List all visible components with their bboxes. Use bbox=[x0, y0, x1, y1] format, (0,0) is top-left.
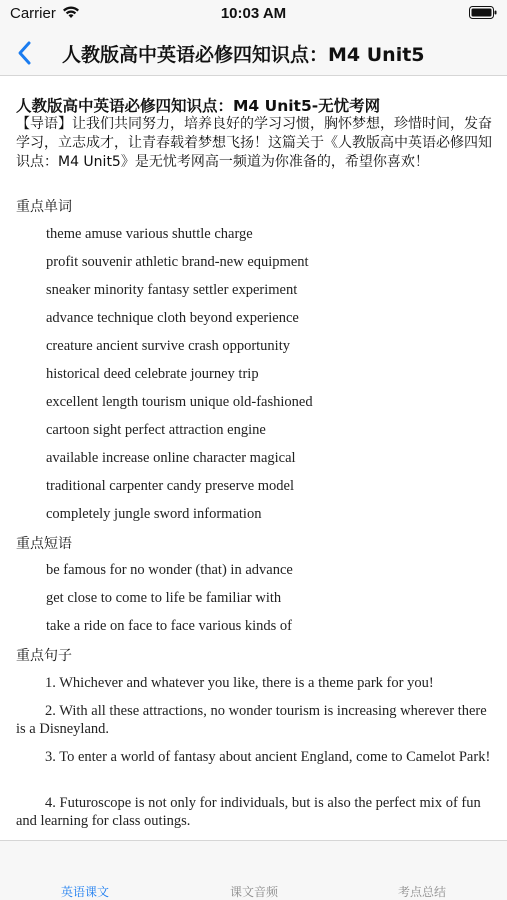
section-heading-phrases: 重点短语 bbox=[16, 536, 72, 552]
carrier-label: Carrier bbox=[10, 5, 56, 22]
word-line: available increase online character magical bbox=[46, 450, 296, 466]
status-time: 10:03 AM bbox=[220, 5, 287, 22]
word-line: creature ancient survive crash opportunity bbox=[46, 338, 290, 354]
word-line: completely jungle sword information bbox=[46, 506, 262, 522]
word-line: profit souvenir athletic brand-new equipment bbox=[46, 254, 309, 270]
back-button[interactable] bbox=[10, 38, 40, 68]
section-heading-sentences: 重点句子 bbox=[16, 648, 72, 664]
word-line: excellent length tourism unique old-fashioned bbox=[46, 394, 313, 410]
phrase-line: get close to come to life be familiar with bbox=[46, 590, 282, 606]
navigation-bar bbox=[0, 30, 507, 76]
article-intro: 【导语】让我们共同努力，培养良好的学习习惯，胸怀梦想，珍惜时间，发奋学习，立志成才，让青春载着梦想飞扬！这篇关于《人教版高中英语必修四知识点：M4 Unit5》是无忧考网高一频道为你准备的，希望你喜欢！ bbox=[16, 116, 492, 170]
article-title: 人教版高中英语必修四知识点：M4 Unit5-无忧考网 bbox=[16, 97, 381, 115]
sentence: 4. Futuroscope is not only for individuals, but is also the perfect mix of fun and learning for class outings. bbox=[16, 795, 481, 829]
article-content[interactable] bbox=[0, 76, 507, 840]
phrase-line: take a ride on face to face various kinds of bbox=[46, 618, 292, 634]
tab-english-text[interactable]: 英语课文 bbox=[60, 885, 109, 899]
section-heading-words: 重点单词 bbox=[16, 199, 72, 215]
status-bar bbox=[0, 0, 507, 30]
sentence: 1. Whichever and whatever you like, there is a theme park for you! bbox=[45, 675, 434, 691]
word-line: historical deed celebrate journey trip bbox=[46, 366, 259, 382]
word-line: advance technique cloth beyond experience bbox=[46, 310, 299, 326]
battery-icon bbox=[469, 6, 497, 19]
sentence: 3. To enter a world of fantasy about ancient England, come to Camelot Park! bbox=[45, 749, 491, 765]
tab-exam-summary[interactable]: 考点总结 bbox=[397, 885, 446, 899]
page-title: 人教版高中英语必修四知识点：M4 Unit5 bbox=[62, 44, 425, 66]
word-line: cartoon sight perfect attraction engine bbox=[46, 422, 266, 438]
tab-bar bbox=[0, 840, 507, 900]
phrase-line: be famous for no wonder (that) in advance bbox=[46, 562, 293, 578]
sentence: 2. With all these attractions, no wonder tourism is increasing wherever there is a Disneyland. bbox=[16, 703, 487, 737]
tab-text-audio[interactable]: 课文音频 bbox=[229, 885, 278, 899]
word-line: traditional carpenter candy preserve model bbox=[46, 478, 294, 494]
word-line: sneaker minority fantasy settler experiment bbox=[46, 282, 298, 298]
word-line: theme amuse various shuttle charge bbox=[46, 226, 253, 242]
chevron-left-icon bbox=[20, 43, 29, 63]
